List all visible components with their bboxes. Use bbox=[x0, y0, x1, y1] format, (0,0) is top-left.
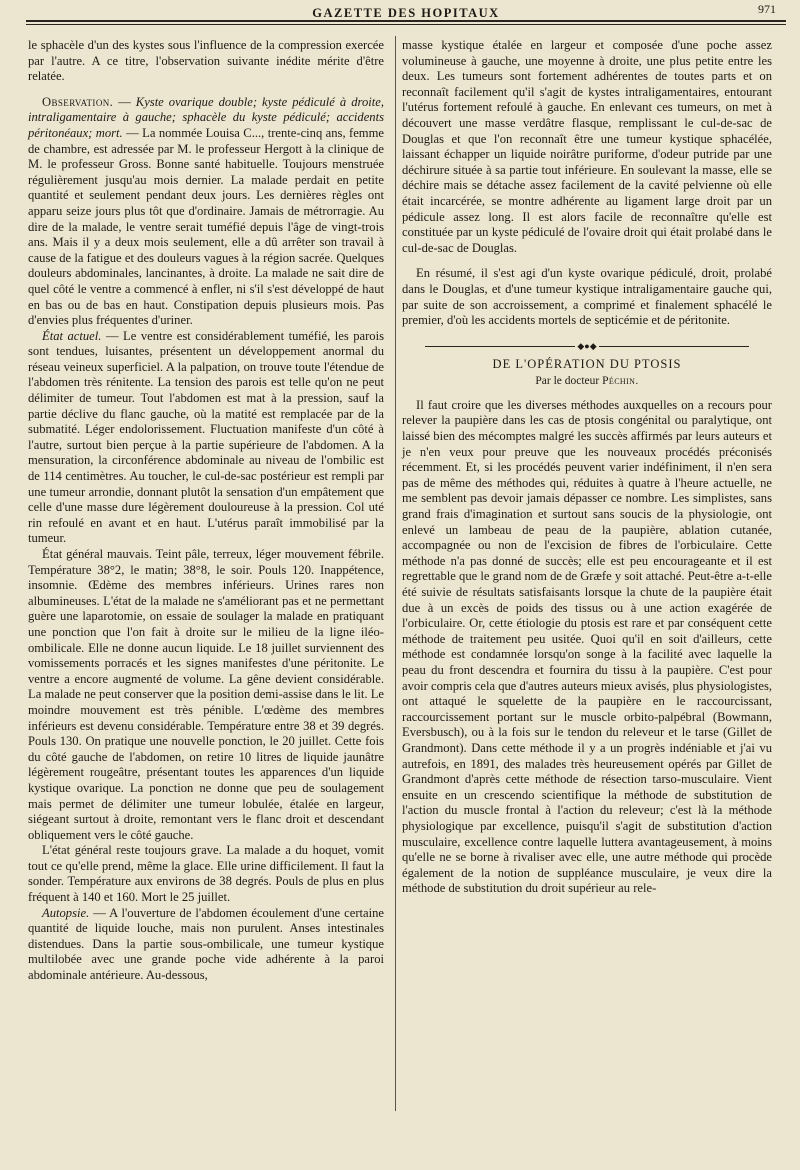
observation-label: Observation. bbox=[42, 94, 114, 109]
author-name: Péchin. bbox=[602, 375, 639, 388]
paragraph-autopsie bbox=[28, 906, 384, 984]
column-divider bbox=[395, 36, 396, 1111]
author-prefix: Par le docteur bbox=[535, 375, 600, 388]
section-separator bbox=[402, 339, 772, 349]
paragraph-ptosis: Il faut croire que les diverses méthodes auxquelles on a recours pour relever la paupière dans les cas de ptosis congénital ou paralytique, ont laissé bien des mécomptes malgré les succès affirmés par leurs auteurs et je n'en veux pour preuve que les nouveaux procédés préconisés récemment. Et, si les procédés peuvent varier indéfiniment, il n'en sera pas de même des méthodes qui, réduites à quatre à l'heure actuelle, ne me semblent pas devoir jamais dépasser ce nombre. Les simplistes, sans grand frais d'imagination et surtout sans soucis de la physiologie, ont enlevé un lambeau de peau de la paupière, ablation cutanée, accompagnée ou non de l'excision de fibres de l'orbiculaire. Cette méthode n'a pas donné de succès; elle est peu encourageante et il est regrettable que le grand nom de de Græfe y soit attaché. Peut-être a-t-elle été suivie de résultats satisfaisants lorsque la chute de la paupière était due à un excès de poids des tissus ou à une action exagérée de l'orbiculaire. Or, cette étiologie du ptosis est rare et par conséquent cette méthode de traitement peu usitée. Quoi qu'il en soit d'ailleurs, cette méthode est condamnée lorsqu'on songe à la facilité avec laquelle la peau du front descendra et fournira du tissu à la paupière. C'est pour avoir compris cela que d'autres auteurs mieux avisés, plus physiologistes, ont attaqué le squelette de la paupière en le raccourcissant, raccourcissement portant sur le muscle orbito-palpébral (Bowmann, Eversbusch), ou à la fois sur le tendon du releveur et le tarse (Gillet de Grandmont). Dans cette méthode il y a un progrès indéniable et j'ai vu autrefois, en 1891, des malades très heureusement opérés par Gillet de Grandmont d'après cette méthode de résection tarso-musculaire. Vient ensuite en un crescendo scientifique la méthode de substitution de l'action du muscle frontal à l'action du releveur; c'est là la méthode physiologique par excellence, puisqu'il s'agit de substitution d'action musculaire, excellence contre laquelle luttera avantageusement, à moins qu'elle ne se borne à rivaliser avec elle, une autre méthode qui procède également de la notion de suppléance musculaire, je veux dire la méthode de substitution du droit supérieur au rele- bbox=[402, 397, 772, 896]
paragraph-intro: le sphacèle d'un des kystes sous l'influence de la compression exercée par l'autre. A ce titre, l'observation suivante inédite mérite d'être relatée. bbox=[28, 38, 384, 84]
page-header bbox=[26, 4, 786, 26]
autopsie-label: Autopsie. bbox=[42, 905, 90, 920]
observation-text: — La nommée Louisa C..., trente-cinq ans, femme de chambre, est adressée par M. le professeur Hergott à la clinique de M. le professeur Gross. Bonne santé habituelle. Toujours menstruée régulièrement jusqu'au mois dernier. La malade perdait en petite quantité et seulement pendant deux jours. Les dernières règles ont apparu seize jours plus tôt que d'ordinaire. Jamais de métrorragie. Au dire de la malade, le ventre serait tuméfié depuis l'âge de vingt-trois ans. Mais il y a deux mois seulement, elle a dû arrêter son travail à cause de la fatigue et des douleurs vagues à la région sacrée. Quelques douleurs abdominales, lancinantes, à droite. La malade ne sait dire de quel côté le ventre a commencé à enfler, ni s'il s'est développé de haut en bas ou de bas en haut. Constipation depuis plusieurs mois. Pas d'envies plus fréquentes d'uriner. bbox=[28, 125, 384, 328]
separator-ornament: ◆●◆ bbox=[577, 341, 597, 351]
right-column bbox=[402, 38, 772, 897]
observation-title: Kyste ovarique double; kyste pédiculé à droite, intraligamentaire à gauche; sphacèle du kyste pédiculé; accidents péritonéaux; mort. bbox=[28, 94, 384, 140]
header-rule-thick bbox=[26, 20, 786, 22]
etat-label: État actuel. bbox=[42, 328, 102, 343]
article-title: DE L'OPÉRATION DU PTOSIS bbox=[492, 356, 682, 371]
journal-title: GAZETTE DES HOPITAUX bbox=[312, 6, 500, 20]
separator-line-right bbox=[599, 346, 749, 347]
separator-line-left bbox=[425, 346, 575, 347]
header-rule-thin bbox=[26, 24, 786, 25]
etat-text: — Le ventre est considérablement tuméfié, les parois sont tendues, luisantes, présentent un développement anormal du réseau veineux superficiel. A la palpation, on trouve toute l'étendue de l'abdomen très rénitente. La tension des parois est telle qu'on ne peut délimiter de tumeur. Tout l'abdomen est mat à la pression, sauf la partie déclive du flanc gauche, où la matité est remplacée par de la submatité. Léger endolorissement. Fluctuation manifeste d'un côté à l'autre, surtout bien perçue à la partie supérieure de l'abdomen. A la mensuration, la circonférence abdominale au niveau de l'ombilic est de 114 centimètres. Au toucher, le cul-de-sac postérieur est rempli par une tumeur arrondie, donnant plutôt la sensation d'un empâtement que celle d'une masse dure légèrement douloureuse à la pression. Col uté rin refoulé en avant et en haut. L'utérus paraît immobilisé par la tumeur. bbox=[28, 328, 384, 546]
paragraph-etat-general: État général mauvais. Teint pâle, terreux, léger mouvement fébrile. Température 38°2, le matin; 38°8, le soir. Pouls 120. Inappétence, insomnie. Œdème des membres inférieurs. Urines rares non albumineuses. L'état de la malade ne s'améliorant pas et ne permettant guère une laparotomie, on essaie de soulager la malade en pratiquant une ponction que l'on fait à droite sur le milieu de la ligne iléo-ombilicale. Elle ne donne aucun liquide. Le 18 juillet surviennent des vomissements porracés et les signes manifestes d'une péritonite. Le ventre a encore augmenté de volume. La gêne devient considérable. La malade ne peut conserver que la position demi-assise dans le lit. Le moindre mouvement est très pénible. L'œdème des membres inférieurs est devenu considérable. Température entre 38 et 39 degrés. Pouls 130. On pratique une nouvelle ponction, le 20 juillet. Cette fois du côté gauche de l'abdomen, on retire 10 litres de liquide jaunâtre légèrement rougeâtre, présentant toutes les apparences d'un liquide kystique ovarique. La ponction ne donne que peu de soulagement mais permet de délimiter une tumeur lobulée, étalée en largeur, siégeant surtout à droite, remontant vers le flanc droit et descendant obliquement vers le côté gauche. bbox=[28, 547, 384, 842]
paragraph-gap bbox=[402, 256, 772, 266]
autopsie-text: — A l'ouverture de l'abdomen écoulement d'une certaine quantité de liquide louche, mais non purulent. Anses intestinales distendues. Dans la partie sous-ombilicale, une tumeur kystique multilobée avec une grande poche vide adhérente à la paroi abdominale antérieure. Au-dessous, bbox=[28, 905, 384, 983]
left-column bbox=[28, 38, 384, 984]
paragraph-resume: En résumé, il s'est agi d'un kyste ovarique pédiculé, droit, prolabé dans le Douglas, et d'une tumeur kystique intraligamentaire gauche qui, par suite de son accroissement, a comprimé et finalement sphacélé le premier, d'où les accidents mortels de septicémie et de péritonite. bbox=[402, 266, 772, 328]
article-author bbox=[402, 374, 772, 390]
paragraph-masse-kystique: masse kystique étalée en largeur et composée d'une poche assez volumineuse à gauche, une moyenne à droite, une plus petite entre les deux. Les tumeurs sont fortement adhérentes de toutes parts et on reconnaît facilement qu'il s'agit de kystes intraligamentaires, entourant l'utérus fortement refoulé à gauche. En enlevant ces tumeurs, on met à découvert une masse verdâtre flasque, remplissant le cul-de-sac de Douglas et que l'on reconnaît être une tumeur kystique sphacélée, laissant échapper un liquide noirâtre puriforme, d'odeur putride par une déchirure située à sa partie tout inférieure. En soulevant la masse, elle se déchire mais se détache assez facilement de la cavité pelvienne où elle était incarcérée, se montre adhérente au ligament large droit par un pédicule assez long. Il est alors facile de reconnaître qu'elle est constituée par un kyste pédiculé de l'ovaire droit qui était prolabé dans le cul-de-sac de Douglas. bbox=[402, 38, 772, 255]
paragraph-etat-grave: L'état général reste toujours grave. La malade a du hoquet, vomit tout ce qu'elle prend, même la glace. Elle urine difficilement. Il faut la sonder. Température aux environs de 38 degrés. Pouls de plus en plus fréquent à 140 et 160. Mort le 25 juillet. bbox=[28, 843, 384, 905]
observation-dash: — bbox=[118, 94, 136, 109]
page-number: 971 bbox=[758, 2, 776, 16]
paragraph-etat-actuel bbox=[28, 329, 384, 547]
paragraph-gap bbox=[28, 85, 384, 95]
paragraph-observation bbox=[28, 95, 384, 329]
